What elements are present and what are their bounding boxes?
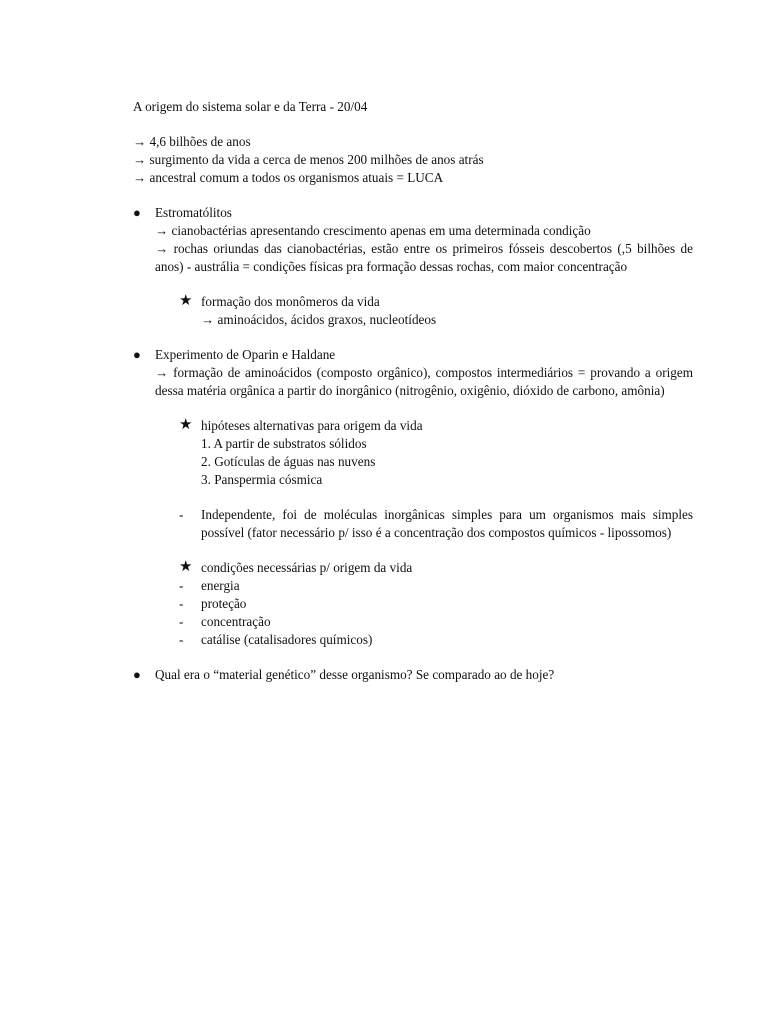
dash-item-text: proteção: [201, 596, 247, 611]
spacer: [133, 542, 693, 559]
dash-marker: -: [179, 632, 184, 647]
spacer: [133, 329, 693, 346]
document-title: A origem do sistema solar e da Terra - 20/04: [133, 99, 368, 114]
star-icon: ★: [179, 417, 193, 433]
document-page: [133, 98, 693, 684]
spacer: [133, 187, 693, 204]
star-icon: ★: [179, 293, 193, 309]
dash-marker: -: [179, 596, 184, 611]
dash-paragraph-text: Independente, foi de moléculas inorgânicas simples para um organismos mais simples possível (fator necessário p/ isso é a concentração dos compostos químicos - lipossomos): [201, 507, 693, 540]
subsection-line: → aminoácidos, ácidos graxos, nucleotídeos: [201, 312, 437, 327]
dash-marker: -: [179, 614, 184, 629]
section-line: → cianobactérias apresentando crescimento apenas em uma determinada condição: [155, 223, 591, 238]
section-heading: Experimento de Oparin e Haldane: [155, 347, 336, 362]
subsection-heading: condições necessárias p/ origem da vida: [201, 560, 413, 575]
subsection-heading: hipóteses alternativas para origem da vida: [201, 418, 423, 433]
section-paragraph: → formação de aminoácidos (composto orgânico), compostos intermediários = provando a origem dessa matéria orgânica a partir do inorgânico (nitrogênio, oxigênio, dióxido de carbono, amônia): [155, 365, 693, 398]
bullet-dot-icon: ●: [133, 667, 141, 682]
spacer: [133, 116, 693, 133]
dash-item-text: catálise (catalisadores químicos): [201, 632, 373, 647]
dash-marker: -: [179, 507, 184, 522]
bullet-section-question: [133, 666, 693, 684]
section-paragraph: → rochas oriundas das cianobactérias, estão entre os primeiros fósseis descobertos (,5 bilhões de anos) - austrália = condições físicas pra formação dessas rochas, com maior concentração: [155, 241, 693, 274]
spacer: [133, 276, 693, 293]
bullet-section-oparin: [133, 346, 693, 400]
dash-list-item: [133, 595, 693, 613]
dash-list-item: [133, 631, 693, 649]
bullet-dot-icon: ●: [133, 205, 141, 220]
dash-list-item: [133, 577, 693, 595]
section-heading: Estromatólitos: [155, 205, 232, 220]
bullet-section-stromatolites: [133, 204, 693, 276]
star-subsection-conditions: [133, 559, 693, 577]
numbered-item: 1. A partir de substratos sólidos: [201, 436, 367, 451]
intro-line: → 4,6 bilhões de anos: [133, 134, 251, 149]
numbered-item: 3. Panspermia cósmica: [201, 472, 323, 487]
dash-item-text: concentração: [201, 614, 271, 629]
dash-paragraph: [133, 506, 693, 542]
star-icon: ★: [179, 559, 193, 575]
bullet-dot-icon: ●: [133, 347, 141, 362]
dash-item-text: energia: [201, 578, 240, 593]
intro-line: → ancestral comum a todos os organismos atuais = LUCA: [133, 170, 444, 185]
star-subsection-hypotheses: [133, 417, 693, 489]
star-subsection-monomers: [133, 293, 693, 329]
dash-marker: -: [179, 578, 184, 593]
intro-line: → surgimento da vida a cerca de menos 200 milhões de anos atrás: [133, 152, 484, 167]
numbered-item: 2. Gotículas de águas nas nuvens: [201, 454, 376, 469]
spacer: [133, 400, 693, 417]
question-text: Qual era o “material genético” desse organismo? Se comparado ao de hoje?: [155, 667, 555, 682]
spacer: [133, 489, 693, 506]
spacer: [133, 649, 693, 666]
subsection-heading: formação dos monômeros da vida: [201, 294, 380, 309]
dash-list-item: [133, 613, 693, 631]
